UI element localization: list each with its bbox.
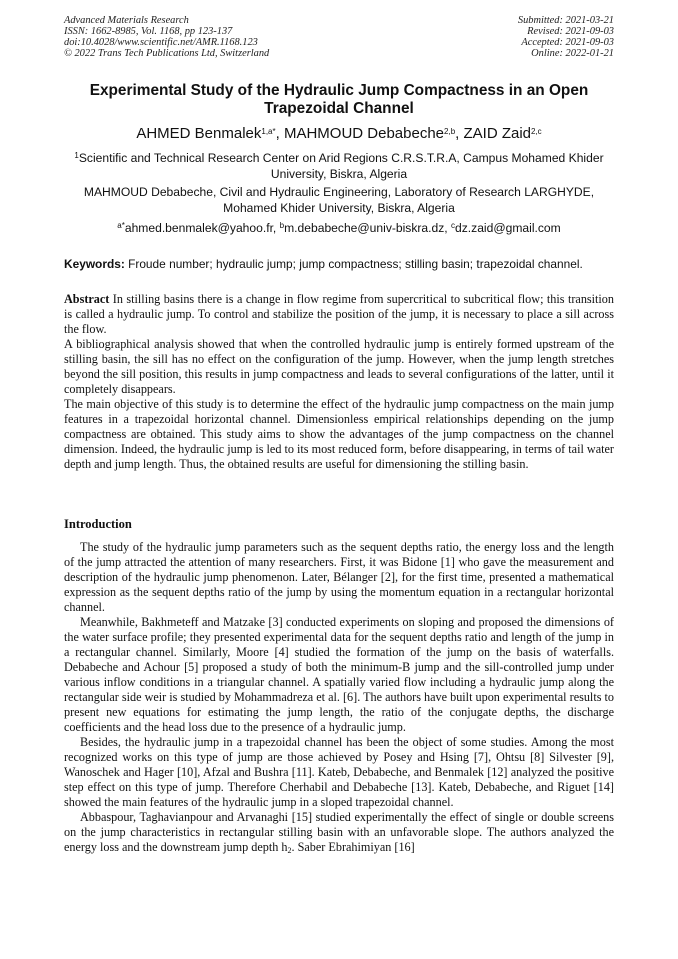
introduction-paragraph: The study of the hydraulic jump parameters such as the sequent depths ratio, the energy loss and the length of the jump attracted the attention of many researchers. First, it was Bidone [1] who gave the measurement and description of the hydraulic jump phenomenon. Later, Bélanger [2], for the first time, presented a mathematical expression as the sequent depths ratio of the jump by using the momentum equation in a rectangular horizontal channel. [64,540,614,614]
email-mark: b [279,221,285,230]
publication-dates [518,15,614,59]
abstract-paragraph: The main objective of this study is to determine the effect of the hydraulic jump compactness on the main jump features in a trapezoidal horizontal channel. Dimensionless empirical relationships depending on the jump compactness are obtained. This study aims to show the advantages of the jump compactness on the channel dimension. Indeed, the hydraulic jump is led to its most reduced form, before disappearing, in terms of tail water depth and jump length. Thus, the obtained results are useful for dimensioning the stilling basin. [64,397,614,471]
introduction-section [64,540,614,855]
keywords-text: Froude number; hydraulic jump; jump compactness; stilling basin; trapezoidal channel. [124,257,583,271]
submitted-date: Submitted: 2021-03-21 [517,15,614,26]
author-name: ZAID Zaid [463,125,531,142]
doi-line: doi:10.4028/www.scientific.net/AMR.1168.123 [64,37,258,48]
affiliation-1 [64,150,614,182]
keywords [64,257,616,272]
online-date: Online: 2022-01-21 [531,48,614,59]
author-name: AHMED Benmalek [136,125,262,142]
affiliation-mark: 1 [74,151,79,160]
abstract-paragraph [64,292,614,337]
issn-line: ISSN: 1662-8985, Vol. 1168, pp 123-137 [64,26,233,37]
author-emails [64,220,614,236]
journal-info [64,15,269,59]
affiliation-2: MAHMOUD Debabeche, Civil and Hydraulic Engineering, Laboratory of Research LARGHYDE, Mohamed Khider University, Biskra, Algeria [83,185,595,215]
author-affiliation-mark: 1,a* [261,127,276,136]
author-list [64,125,614,143]
subscript: 2 [287,846,292,855]
abstract-text: In stilling basins there is a change in flow regime from supercritical to subcritical flow; this transition is called a hydraulic jump. To control and stabilize the position of the jump, it is necessary to place a sill across the flow. [64,292,614,336]
abstract-paragraph: A bibliographical analysis showed that when the controlled hydraulic jump is entirely formed upstream of the stilling basin, the sill has no effect on the configuration of the jump. However, when the jump length stretches beyond the sill position, this results in jump compactness and leads to several configurations of the latter, until it completely disappears. [64,337,614,396]
introduction-heading: Introduction [64,517,132,531]
keywords-label: Keywords: [64,257,125,271]
author-separator: , [275,125,284,142]
journal-name: Advanced Materials Research [64,15,189,26]
abstract-section [64,292,614,472]
introduction-paragraph: Meanwhile, Bakhmeteff and Matzake [3] conducted experiments on sloping and proposed the dimensions of the water surface profile; they presented experimental data for the sequent depths ratio and length of the jump in a rectangular channel. Similarly, Moore [4] studied the formation of the jump on the basis of waterfalls. Debabeche and Achour [5] proposed a study of both the minimum-B jump and the sill-controlled jump under various inflow conditions in a triangular channel. A spatially varied flow including a hydraulic jump along the rectangular side weir is studied by Mohammadreza et al. [6]. The authors have built upon experimental results to present new equations for estimating the jump length, the ratio of the conjugate depths, the discharge coefficients and the head loss due to the presence of a hydraulic jump. [64,615,614,734]
email-mark: a* [117,221,125,230]
author-affiliation-mark: 2,c [531,127,542,136]
introduction-paragraph [64,810,614,855]
paragraph-text: . Saber Ebrahimiyan [16] [291,840,415,854]
author-affiliation-mark: 2,b [444,127,456,136]
copyright-line: © 2022 Trans Tech Publications Ltd, Switzerland [64,48,270,59]
paper-title: Experimental Study of the Hydraulic Jump Compactness in an Open Trapezoidal Channel [89,82,589,117]
email-address[interactable]: dz.zaid@gmail.com [455,221,561,235]
author-separator: , [455,125,464,142]
paragraph-text: Abbaspour, Taghavianpour and Arvanaghi [15] studied experimentally the effect of single or double screens on the jump characteristics in rectangular stilling basin with an unfavorable slope. The authors analyzed the energy loss and the downstream jump depth h [64,810,614,854]
email-mark: c [451,221,456,230]
abstract-label: Abstract [64,292,110,306]
revised-date: Revised: 2021-09-03 [527,26,614,37]
author-name: MAHMOUD Debabeche [283,125,445,142]
introduction-paragraph: Besides, the hydraulic jump in a trapezoidal channel has been the object of some studies. Among the most recognized works on this type of jump are those achieved by Posey and Hsing [7], Ohtsu [8] Silvester [9], Wanoschek and Hager [10], Afzal and Bushra [11]. Kateb, Debabeche, and Benmalek [12] analyzed the positive step effect on this type of jump. Therefore Cherhabil and Debabeche [13]. Kateb, Debabeche, and Riguet [14] showed the main features of the hydraulic jump in a sloped trapezoidal channel. [64,735,614,809]
accepted-date: Accepted: 2021-09-03 [521,37,614,48]
email-address[interactable]: ahmed.benmalek@yahoo.fr, [124,221,280,235]
email-address[interactable]: m.debabeche@univ-biskra.dz, [284,221,452,235]
affiliation-text: Scientific and Technical Research Center on Arid Regions C.R.S.T.R.A, Campus Mohamed Khider University, Biskra, Algeria [78,151,604,181]
